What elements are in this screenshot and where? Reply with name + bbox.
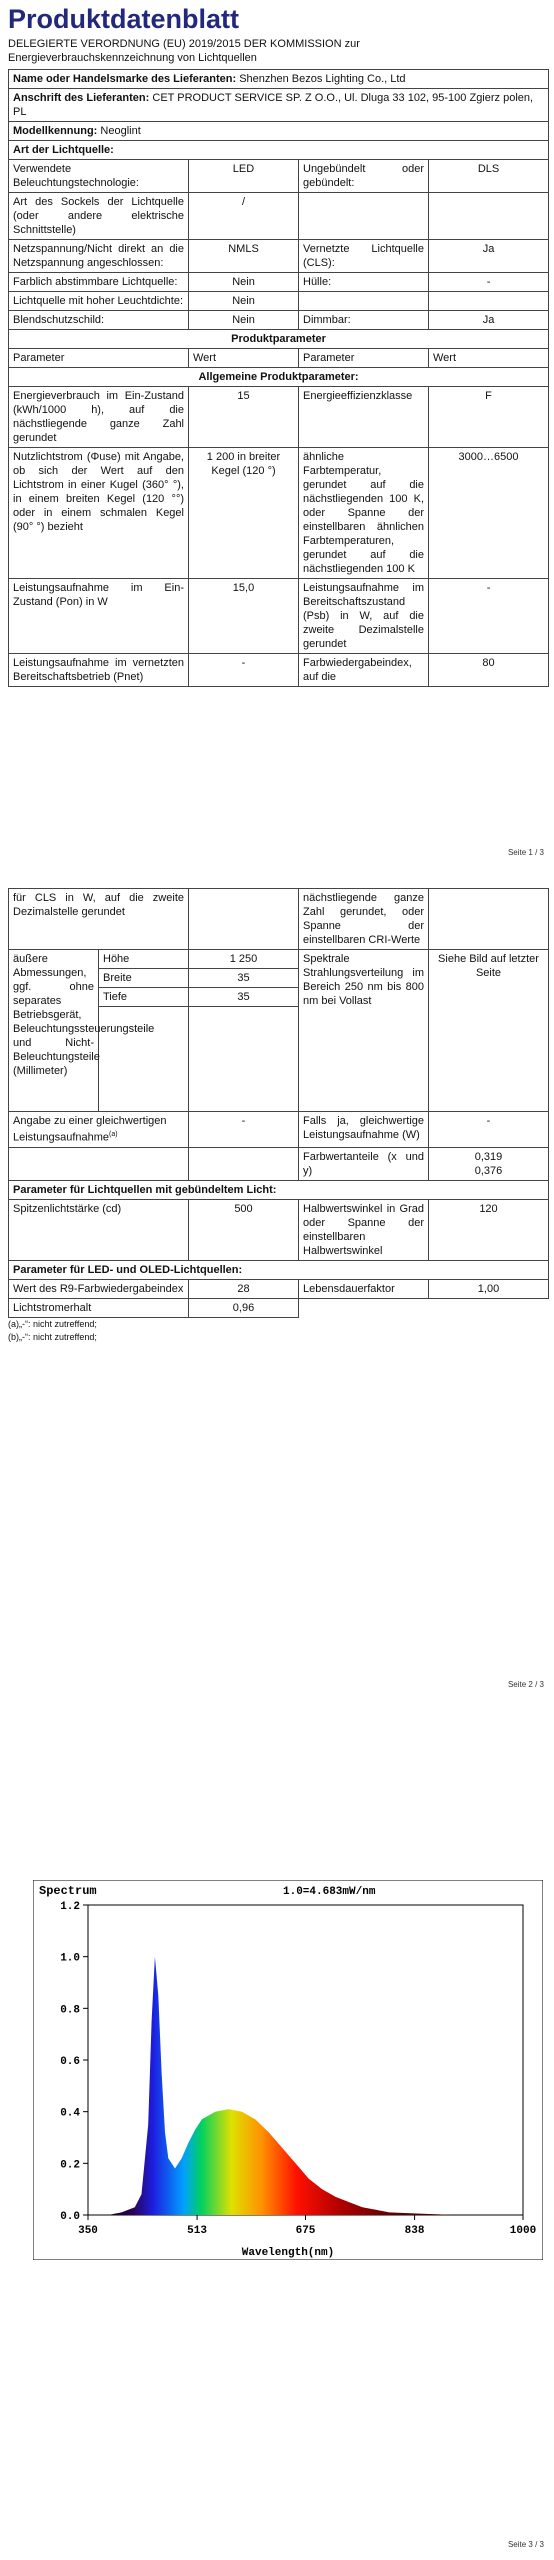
param-value: Nein	[189, 311, 299, 330]
param-label: ähnliche Farbtemperatur, gerundet auf die nächstliegenden 100 K, oder Spanne der einstellbaren ähnlichen Farbtemperaturen, gerundet auf die nächstliegenden 100 K	[299, 448, 429, 579]
dim-depth-value: 35	[189, 988, 299, 1007]
table-row	[9, 193, 549, 240]
param-value	[429, 193, 549, 240]
param-value: Nein	[189, 273, 299, 292]
param-value: LED	[189, 160, 299, 193]
col-header-value: Wert	[189, 349, 299, 368]
maint-value: 0,96	[189, 1298, 299, 1317]
param-label: Art des Sockels der Lichtquelle (oder andere elektrische Schnittstelle)	[9, 193, 189, 240]
page-number: Seite 2 / 3	[507, 1680, 544, 1689]
dim-width-label: Breite	[99, 969, 189, 988]
param-label: Energieeffizienzklasse	[299, 387, 429, 448]
param-value: 3000…6500	[429, 448, 549, 579]
col-header-param: Parameter	[299, 349, 429, 368]
equiv2-label: Falls ja, gleichwertige Leistungsaufnahme (W)	[299, 1112, 429, 1148]
table-row	[9, 311, 549, 330]
param-value: -	[429, 273, 549, 292]
page-number: Seite 3 / 3	[507, 2540, 544, 2549]
param-value: Nein	[189, 292, 299, 311]
param-label: Leistungsaufnahme im Bereitschaftszustand (Psb) in W, auf die zweite Dezimalstelle gerundet	[299, 579, 429, 654]
col-header-value: Wert	[429, 349, 549, 368]
param-value: 80	[429, 654, 549, 687]
param-label: Ungebündelt oder gebündelt:	[299, 160, 429, 193]
led-header: Parameter für LED- und OLED-Lichtquellen:	[9, 1260, 549, 1279]
x-tick-label: 513	[187, 2225, 207, 2237]
param-label: Hülle:	[299, 273, 429, 292]
param-label: Farblich abstimmbare Lichtquelle:	[9, 273, 189, 292]
param-label: Leistungsaufnahme im vernetzten Bereitschaftsbetrieb (Pnet)	[9, 654, 189, 687]
param-label: Lichtquelle mit hoher Leuchtdichte:	[9, 292, 189, 311]
x-tick-label: 675	[295, 2225, 316, 2237]
survival-label: Lebensdauerfaktor	[299, 1279, 429, 1298]
param-value	[429, 292, 549, 311]
param-value: DLS	[429, 160, 549, 193]
document-subtitle: DELEGIERTE VERORDNUNG (EU) 2019/2015 DER KOMMISSION zur Energieverbrauchskennzeichnung von Lichtquellen	[8, 38, 360, 64]
param-value: -	[189, 654, 299, 687]
general-params-header: Allgemeine Produktparameter:	[9, 368, 549, 387]
x-axis-label: Wavelength(nm)	[241, 2247, 335, 2259]
param-value: /	[189, 193, 299, 240]
peak-value: 500	[189, 1199, 299, 1260]
param-label: Farbwiedergabeindex, auf die	[299, 654, 429, 687]
param-label	[299, 292, 429, 311]
directional-header: Parameter für Lichtquellen mit gebündeltem Licht:	[9, 1180, 549, 1199]
x-tick-label: 1000	[509, 2225, 537, 2237]
peak-label: Spitzenlichtstärke (cd)	[9, 1199, 189, 1260]
cont-label-1: für CLS in W, auf die zweite Dezimalstelle gerundet	[9, 889, 189, 950]
param-value: Ja	[429, 240, 549, 273]
y-tick-label: 0.8	[60, 2004, 80, 2017]
page-2	[0, 880, 554, 1689]
y-tick-label: 1.0	[60, 1952, 80, 1965]
param-label: Energieverbrauch im Ein-Zustand (kWh/1000 h), auf die nächstliegende ganze Zahl gerundet	[9, 387, 189, 448]
beam-label: Halbwertswinkel in Grad oder Spanne der einstellbaren Halbwertswinkel	[299, 1199, 429, 1260]
supplier-table	[8, 69, 549, 687]
address-row: Anschrift des Lieferanten: CET PRODUCT SERVICE SP. Z O.O., Ul. Dluga 33 102, 95-100 Zgierz polen, PL	[9, 89, 549, 122]
col-header-param: Parameter	[9, 349, 189, 368]
param-label: Netzspannung/Nicht direkt an die Netzspannung angeschlossen:	[9, 240, 189, 273]
y-tick-label: 0.2	[60, 2159, 80, 2172]
y-tick-label: 0.6	[60, 2056, 80, 2068]
page-1	[0, 0, 554, 857]
y-tick-label: 1.2	[60, 1901, 80, 1913]
model-row: Modellkennung: Neoglint	[9, 122, 549, 141]
equiv2-value: -	[429, 1112, 549, 1148]
dims-label: äußere Abmessungen, ggf. ohne separates Betriebsgerät, Beleuchtungssteuerungsteile und Nicht-Beleuchtungsteile (Millimeter)	[9, 950, 99, 1112]
table-row	[9, 273, 549, 292]
param-label	[299, 193, 429, 240]
table-row	[9, 387, 549, 448]
spectrum-chart	[33, 1880, 543, 2260]
param-value: 1 200 in breiter Kegel (120 °)	[189, 448, 299, 579]
maint-label: Lichtstromerhalt	[9, 1298, 189, 1317]
dim-height-value: 1 250	[189, 950, 299, 969]
chroma-value: 0,319 0,376	[429, 1147, 549, 1180]
spectral-label: Spektrale Strahlungsverteilung im Bereich 250 nm bis 800 nm bei Vollast	[299, 950, 429, 1112]
param-value: F	[429, 387, 549, 448]
param-value: Ja	[429, 311, 549, 330]
chart-title: Spectrum	[39, 1884, 97, 1898]
equiv-label: Angabe zu einer gleichwertigen Leistungsaufnahme$^{(a)}$	[9, 1112, 189, 1148]
page-number: Seite 1 / 3	[507, 848, 544, 857]
y-tick-label: 0.4	[60, 2107, 80, 2120]
supplier-row: Name oder Handelsmarke des Lieferanten: Shenzhen Bezos Lighting Co., Ltd	[9, 70, 549, 89]
footnote-a: (a)„-“: nicht zutreffend;	[8, 1318, 97, 1329]
table-row	[9, 292, 549, 311]
param-label: Verwendete Beleuchtungstechnologie:	[9, 160, 189, 193]
r9-value: 28	[189, 1279, 299, 1298]
beam-value: 120	[429, 1199, 549, 1260]
param-value: 15	[189, 387, 299, 448]
table-row	[9, 579, 549, 654]
spectral-value: Siehe Bild auf letzter Seite	[429, 950, 549, 1112]
footnote-b: (b)„-“: nicht zutreffend;	[8, 1331, 97, 1342]
light-source-type-header: Art der Lichtquelle:	[9, 141, 549, 160]
cont-label-2: nächstliegende ganze Zahl gerundet, oder Spanne der einstellbaren CRI-Werte	[299, 889, 429, 950]
table-row	[9, 448, 549, 579]
param-label: Dimmbar:	[299, 311, 429, 330]
dim-depth-label: Tiefe	[99, 988, 189, 1007]
dim-width-value: 35	[189, 969, 299, 988]
equiv-value: -	[189, 1112, 299, 1148]
x-tick-label: 838	[404, 2225, 425, 2237]
document-title: Produktdatenblatt	[8, 4, 240, 34]
param-value: 15,0	[189, 579, 299, 654]
table-row	[9, 240, 549, 273]
param-label: Blendschutzschild:	[9, 311, 189, 330]
survival-value: 1,00	[429, 1279, 549, 1298]
params-table-cont	[8, 888, 549, 1318]
table-row	[9, 654, 549, 687]
table-row	[9, 160, 549, 193]
param-label: Leistungsaufnahme im Ein-Zustand (Pon) in W	[9, 579, 189, 654]
chroma-label: Farbwertanteile (x und y)	[299, 1147, 429, 1180]
product-params-header: Produktparameter	[9, 330, 549, 349]
dim-height-label: Höhe	[99, 950, 189, 969]
param-label: Vernetzte Lichtquelle (CLS):	[299, 240, 429, 273]
chart-annotation: 1.0=4.683mW/nm	[283, 1886, 376, 1898]
y-tick-label: 0.0	[60, 2211, 80, 2223]
param-label: Nutzlichtstrom (Φuse) mit Angabe, ob sich der Wert auf den Lichtstrom in einer Kugel (360° °), in einem breiten Kegel (120 °°) oder in einem schmalen Kegel (90° °) bezieht	[9, 448, 189, 579]
param-value: -	[429, 579, 549, 654]
x-tick-label: 350	[78, 2225, 98, 2237]
r9-label: Wert des R9-Farbwiedergabeindex	[9, 1279, 189, 1298]
param-value: NMLS	[189, 240, 299, 273]
